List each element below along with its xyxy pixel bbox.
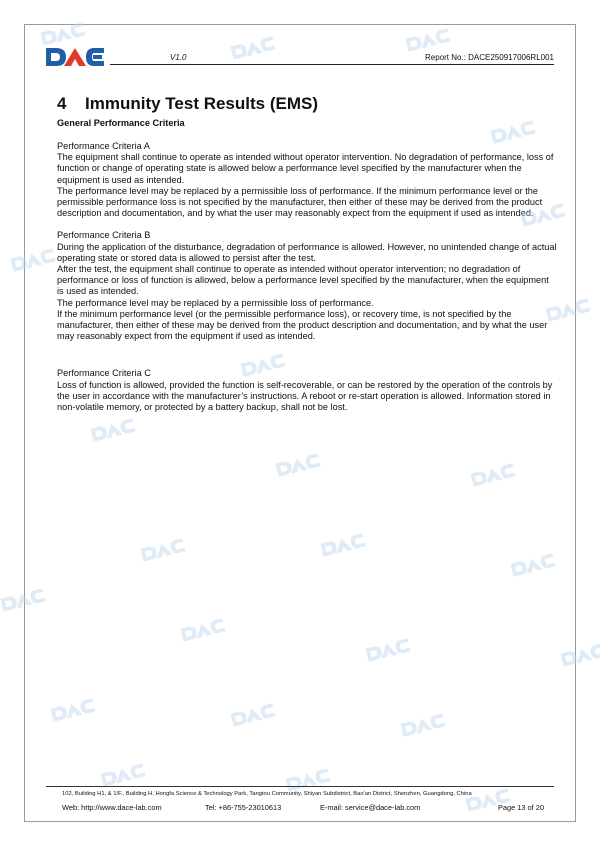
footer-address: 102, Building H1, & 1/F., Building H, Hongfa Science & Technology Park, Tangtou Community, Shiyan Subdistrict, Bao'an District, Shenzhen, Guangdong, China [62,791,472,797]
criteria-paragraph: The performance level may be replaced by a permissible loss of performance. [57,297,374,308]
section-title: Immunity Test Results (EMS) [85,94,318,113]
criteria-title: Performance Criteria C [57,368,151,379]
version-label: V1.0 [170,53,187,62]
criteria-b [57,230,557,342]
section-subheading: General Performance Criteria [57,118,185,128]
criteria-a [57,141,557,219]
criteria-paragraph: The equipment shall continue to operate as intended without operator intervention. No degradation of performance, loss of function or change of operating state is allowed below a performance level specified by the manufacturer when the equipment is used as intended. [57,152,554,185]
footer-page-number: Page 13 of 20 [497,803,544,812]
criteria-paragraph: Loss of function is allowed, provided the function is self-recoverable, or can be restored by the operation of the controls by the user in accordance with the manufacturer’s instructions. A reboot or re-start operation is allowed. Information stored in non-volatile memory, or protected by a battery backup, shall not be lost. [57,379,553,413]
dae-logo [44,44,106,70]
criteria-paragraph: If the minimum performance level (or the permissible performance loss), or recovery time, is not specified by the manufacturer, then either of these may be derived from the product description and documentation, and by what the user may reasonably expect from the equipment if used as intended. [57,308,548,342]
criteria-paragraph: During the application of the disturbance, degradation of performance is allowed. However, no unintended change of actual operating state or stored data is allowed to persist after the test. [57,241,557,263]
header-divider [110,64,554,65]
footer-web: Web: http://www.dace-lab.com [62,803,162,812]
main-content [57,94,557,424]
criteria-title: Performance Criteria B [57,230,151,241]
criteria-paragraph: The performance level may be replaced by a permissible loss of performance. If the minimum performance level or the permissible performance loss is not specified by the manufacturer, then either of these may be derived from the product description and documentation, and by what the user may reasonably expect from the equipment if used as intended. [57,185,543,219]
criteria-title: Performance Criteria A [57,141,150,151]
section-number: 4 [57,94,67,113]
footer-tel: Tel: +86-755-23010613 [205,803,282,812]
footer-email: E-mail: service@dace-lab.com [320,803,421,812]
criteria-paragraph: After the test, the equipment shall continue to operate as intended without operator intervention; no degradation of performance or loss of function is allowed, below a performance level specified by the manufacturer, when the equipment is used as intended. [57,264,549,297]
report-number: Report No.: DACE250917006RL001 [425,53,554,62]
section-heading [57,94,557,114]
dae-logo-icon [44,44,106,70]
footer-divider [46,786,554,787]
criteria-c [57,368,557,413]
